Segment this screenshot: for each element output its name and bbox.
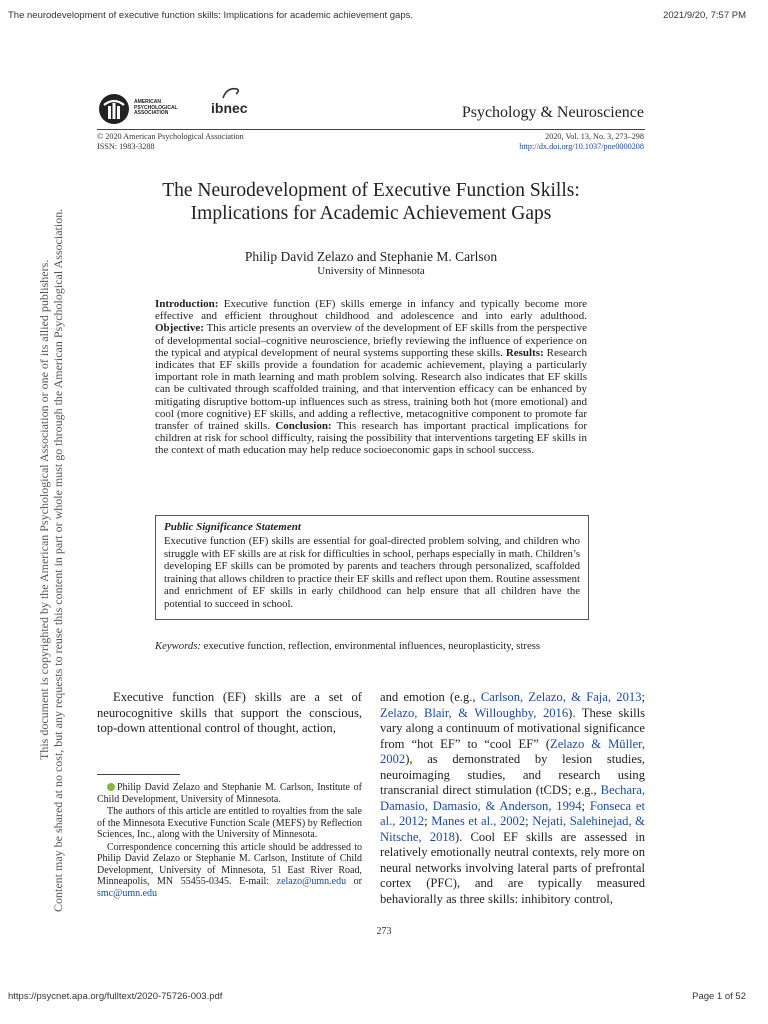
results-text: Research indicates that EF skills provide a foundation for academic achievement, playing a particularly important role in math learning and math problem solving. Research also indicates that EF skills can be cultivated through scaffolded training, and that intervention efficacy can be enhanced by mitigating disruptive bottom-up influences such as stress, training both hot (more emotional) and cool (more cognitive) EF skills, and adding a reflective, metacognitive component to promote far transfer of trained skills.: [155, 346, 587, 433]
side-reuse-notice: Content may be shared at no cost, but any requests to reuse this content in part or whole must go through the American Psychological Association.: [51, 208, 65, 912]
article-title: The Neurodevelopment of Executive Function Skills: Implications for Academic Achievement Gaps: [162, 180, 580, 224]
objective-text: This article presents an overview of the development of EF skills from the perspective of developmental social–cognitive neuroscience, briefly reviewing the influence of experience on the typical and atypical development of neural systems supporting these skills.: [155, 322, 587, 359]
body-left-column: Executive function (EF) skills are a set of neurocognitive skills that support the conscious, top-down attentional control of thought, action,: [97, 690, 362, 735]
print-header-datetime: 2021/9/20, 7:57 PM: [663, 10, 746, 21]
ibnec-swoosh-icon: [221, 86, 241, 100]
citation-link[interactable]: Manes et al., 2002: [431, 814, 526, 828]
header-rule: [97, 129, 645, 130]
keywords: [155, 640, 587, 653]
ibnec-logo: ibnec: [211, 86, 245, 126]
footnotes: [97, 782, 362, 900]
journal-meta-right: [519, 132, 644, 151]
public-significance-title: Public Significance Statement: [164, 521, 301, 533]
footnote-rule: [97, 774, 180, 775]
abstract: [155, 298, 587, 457]
page-number: 273: [376, 926, 392, 937]
article-authors: Philip David Zelazo and Stephanie M. Carlson: [244, 249, 498, 264]
public-significance-text: Executive function (EF) skills are essential for goal-directed problem solving, and children who struggle with EF skills are at risk for difficulties in school, perhaps especially in math. Children’s developing EF skills can be promoted by parents and teachers through personalized, scaffolded training that allows children to practice their EF skills and reflect upon them. Routine assessment and enrichment of EF skills in early childhood can help ensure that all children have the potential to succeed in school.: [164, 535, 580, 610]
print-header-title: The neurodevelopment of executive function skills: Implications for academic achievement gaps.: [8, 10, 414, 21]
issn-line: ISSN: 1983-3288: [97, 141, 155, 151]
intro-text: Executive function (EF) skills emerge in infancy and typically become more effective and efficient throughout childhood and adolescence and into early adulthood.: [155, 298, 587, 323]
footnote-disclosure: The authors of this article are entitled to royalties from the sale of the Minnesota Executive Function Scale (MEFS) by Reflection Sciences, Inc., along with the University of Minnesota.: [97, 806, 362, 840]
keywords-text: executive function, reflection, environmental influences, neuroplasticity, stress: [200, 640, 541, 652]
citation-link[interactable]: Zelazo, Blair, & Willoughby, 2016: [380, 705, 569, 720]
print-footer-url: https://psycnet.apa.org/fulltext/2020-75726-003.pdf: [8, 991, 223, 1002]
citation-link[interactable]: Bechara, Damasio, Damasio, & Anderson, 1994: [380, 783, 645, 813]
objective-label: Objective:: [155, 322, 204, 335]
print-footer-page: Page 1 of 52: [692, 991, 746, 1002]
article-affiliation: University of Minnesota: [317, 265, 425, 277]
copyright-line: © 2020 American Psychological Association: [97, 132, 244, 141]
conclusion-text: This research has important practical implications for children at risk for school difficulty, raising the possibility that interventions targeting EF skills in the context of math education may help reduce socioeconomic gaps in school success.: [155, 420, 587, 457]
email-link[interactable]: smc@umn.edu: [97, 887, 158, 899]
citation-line: 2020, Vol. 13, No. 3, 273–298: [545, 132, 644, 141]
apa-logo-icon: [98, 93, 130, 125]
keywords-label: Keywords:: [155, 640, 201, 652]
results-label: Results:: [505, 346, 544, 359]
footnote-affiliation: Philip David Zelazo and Stephanie M. Carlson, Institute of Child Development, University of Minnesota.: [97, 782, 362, 805]
journal-meta-left: [97, 132, 244, 151]
public-significance-box: [155, 515, 589, 620]
intro-label: Introduction:: [155, 298, 219, 310]
citation-link[interactable]: Carlson, Zelazo, & Faja, 2013: [480, 690, 642, 704]
apa-logo-text: AMERICAN PSYCHOLOGICAL ASSOCIATION: [134, 99, 178, 117]
side-copyright-notice: This document is copyrighted by the American Psychological Association or one of its allied publishers.: [37, 259, 51, 760]
citation-link[interactable]: Fonseca et al., 2012: [380, 798, 645, 828]
citation-link[interactable]: Zelazo & Müller, 2002: [380, 736, 645, 766]
citation-link[interactable]: Nejati, Salehinejad, & Nitsche, 2018: [380, 814, 645, 844]
email-link[interactable]: zelazo@umn.edu: [276, 876, 347, 887]
footnote-correspondence: Correspondence concerning this article should be addressed to Philip David Zelazo or Stephanie M. Carlson, Institute of Child Development, University of Minnesota, 51 East River Road, Minneapolis, MN 55455-0345. E-mail: zelazo@umn.edu or smc@umn.edu: [97, 841, 362, 899]
conclusion-label: Conclusion:: [275, 420, 332, 433]
apa-logo: [98, 93, 210, 127]
orcid-icon[interactable]: [107, 783, 115, 791]
journal-name: Psychology & Neuroscience: [461, 104, 644, 121]
doi-link[interactable]: http://dx.doi.org/10.1037/pne0000208: [519, 141, 644, 151]
body-right-column: and emotion (e.g., Carlson, Zelazo, & Faja, 2013; Zelazo, Blair, & Willoughby, 2016). These skills vary along a continuum of motivational significance from “hot EF” to “cool EF” (Zelazo & Müller, 2002), as demonstrated by lesion studies, neuroimaging studies, and research using transcranial direct stimulation (tCDS; e.g., Bechara, Damasio, Damasio, & Anderson, 1994; Fonseca et al., 2012; Manes et al., 2002; Nejati, Salehinejad, & Nitsche, 2018). Cool EF skills are assessed in relatively emotionally neutral contexts, rely more on neural networks involving lateral parts of prefrontal cortex (PFC), and are typically measured behaviorally as three skills: inhibitory control,: [380, 690, 645, 906]
